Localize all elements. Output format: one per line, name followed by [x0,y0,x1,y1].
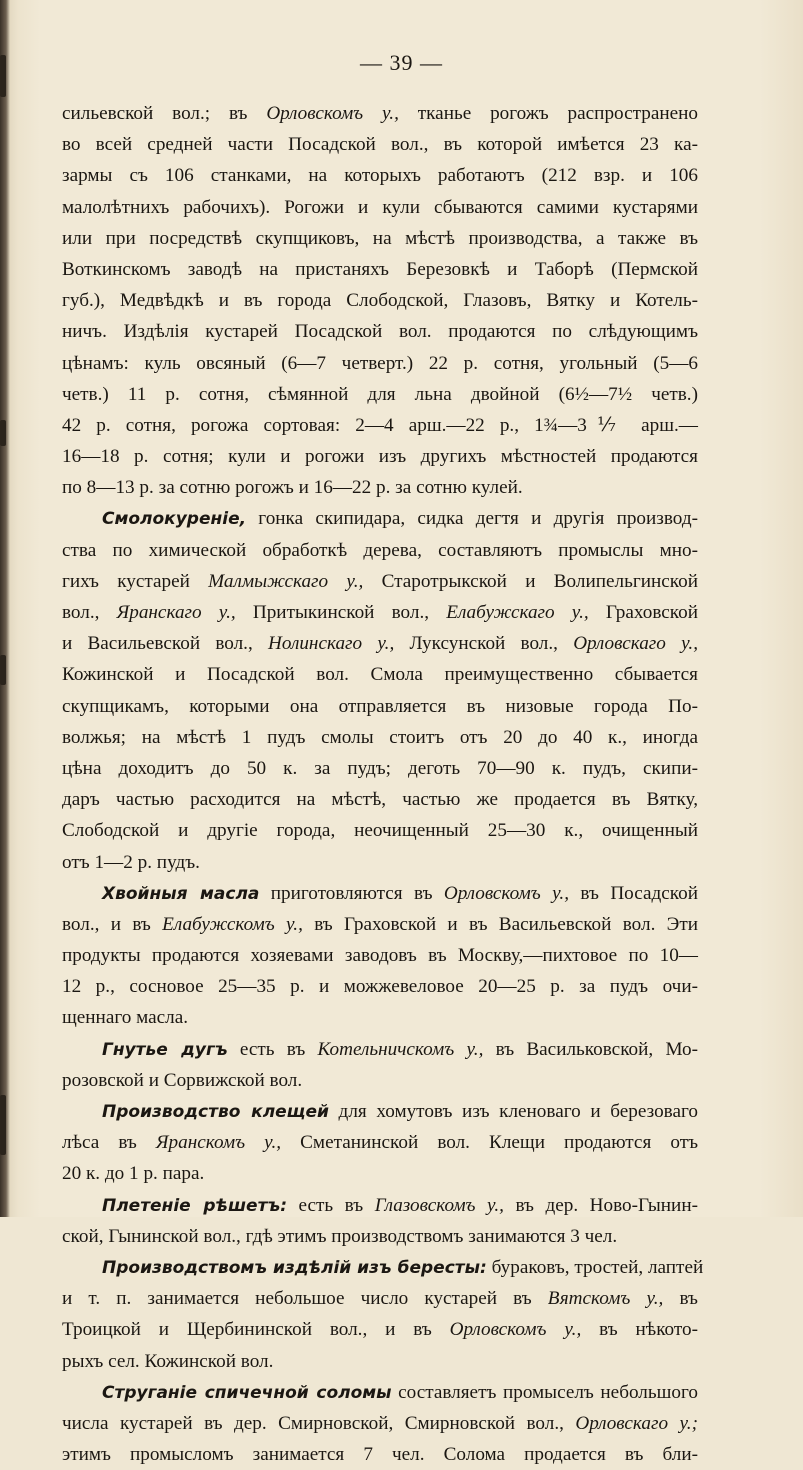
text-run: 42 р. сотня, рогожа сортовая: 2—4 арш.—22 р., 1¾—3⅐ арш.— [62,414,698,436]
text-run: по 8—13 р. за сотню рогожъ и 16—22 р. за сотню кулей. [62,477,523,499]
text-run: ской, Гынинской вол., гдѣ этимъ производствомъ занимаются 3 чел. [62,1225,618,1247]
text-run: четв.) 11 р. сотня, сѣмянной для льна двойной (6½—7½ четв.) [62,383,698,405]
text-run: щеннаго масла. [62,1007,189,1029]
text-run: приготовляются въ [259,882,444,904]
district-name: Орловскаго у.; [575,1412,698,1434]
text-run: скупщикамъ, которыми она отправляется въ низовые города По- [62,695,698,717]
section-heading: Плетеніе рѣшетъ: [102,1195,288,1216]
district-name: Елабужскаго у., [446,602,589,623]
text-run: или при посредствѣ скупщиковъ, на мѣстѣ производства, а также въ [62,227,698,249]
text-line [62,503,698,534]
text-run: въ дер. Ново-Гынин- [503,1194,698,1216]
district-name: Орловскомъ у., [266,103,399,124]
text-line [62,535,698,566]
district-name: Малмыжскаго у., [208,570,364,592]
text-run: ничъ. Издѣлія кустарей Посадской вол. продаются по слѣдующимъ [62,321,698,343]
text-line [62,1377,698,1408]
text-line [62,1190,698,1221]
text-line [62,753,698,784]
text-run: цѣнамъ: куль овсяный (6—7 четверт.) 22 р. сотня, угольный (5—6 [62,352,698,374]
text-line [62,784,698,815]
text-run: и Васильевской вол., [62,633,268,655]
text-line [62,1346,698,1377]
text-run: вол., [62,602,117,623]
text-run: губ.), Медвѣдкѣ и въ города Слободской, Глазовъ, Вятку и Котель- [62,290,698,312]
text-line [62,1127,698,1158]
text-run: этимъ промысломъ занимается 7 чел. Солома продается въ бли- [62,1444,698,1466]
text-line [62,909,698,940]
section-heading: Струганіе спичечной соломы [102,1382,392,1403]
text-run: 16—18 р. сотня; кули и рогожи изъ другихъ мѣстностей продаются [62,446,698,468]
text-line [62,659,698,690]
text-run: лѣса въ [62,1132,156,1154]
text-run: розовской и Сорвижской вол. [62,1069,303,1091]
text-run: и т. п. занимается небольшое число кустарей въ [62,1288,548,1310]
text-line [62,628,698,659]
text-run: даръ частью расходится на мѣстѣ, частью же продается въ Вятку, [62,789,698,811]
text-run: 12 р., сосновое 25—35 р. и можжевеловое 20—25 р. за пудъ очи- [62,976,698,998]
text-run: сильевской вол.; въ [62,103,267,124]
text-run: Слободской и другіе города, неочищенный 25—30 к., очищенный [62,820,698,842]
text-run: зармы съ 106 станками, на которыхъ работаютъ (212 взр. и 106 [62,165,698,187]
text-line [62,691,698,722]
district-name: Орловскомъ у., [443,882,570,904]
text-line [62,254,698,285]
text-run: Троицкой и Щербининской вол., и въ [62,1319,450,1341]
binding-mark [0,420,6,446]
text-run: въ нѣкото- [581,1319,699,1341]
section-heading: Гнутье дугъ [102,1039,228,1060]
section-heading: Смолокуреніе, [102,509,247,530]
text-line [62,441,698,472]
text-line [62,597,698,628]
district-name: Орловскомъ у., [449,1319,582,1341]
book-spine-shadow [0,0,10,1217]
district-name: Глазовскомъ у., [374,1194,504,1216]
text-run: гихъ кустарей [62,570,209,592]
text-line [62,566,698,597]
binding-mark [0,1095,6,1155]
district-name: Яранскаго у., [116,602,236,623]
text-run: составляетъ промыселъ небольшого [391,1381,698,1403]
text-run: 20 к. до 1 р. пара. [62,1163,205,1185]
text-run: гонка скипидара, сидка дегтя и другія производ- [246,508,698,530]
text-run: въ [663,1288,698,1310]
text-line [62,1221,698,1252]
text-run: Воткинскомъ заводѣ на пристаняхъ Березовкѣ и Таборѣ (Пермской [62,258,698,280]
text-line [62,971,698,1002]
text-line [62,1096,698,1127]
text-line [62,160,698,191]
text-run: бураковъ, тростей, лаптей [486,1256,704,1278]
text-run: есть въ [287,1194,375,1216]
district-name: Вятскомъ у., [547,1288,664,1310]
text-line [62,192,698,223]
text-line [62,1034,698,1065]
text-line [62,847,698,878]
text-line [62,1252,704,1283]
text-line [62,815,698,846]
text-run: рыхъ сел. Кожинской вол. [62,1350,274,1372]
text-line [62,940,698,971]
page-number: — 39 — [360,50,443,75]
text-line [62,223,698,254]
section-heading: Производство клещей [102,1102,329,1122]
text-line [62,285,698,316]
text-run: продукты продаются хозяевами заводовъ въ Москву,—пихтовое по 10— [62,945,698,967]
text-run: есть въ [227,1038,318,1060]
text-run: въ Граховской и въ Васильевской вол. Эти [302,913,698,935]
text-line [62,1314,698,1345]
text-run: числа кустарей въ дер. Смирновской, Смирновской вол., [62,1412,576,1434]
body-text [62,98,704,1470]
text-run: для хомутовъ изъ кленоваго и березоваго [328,1101,698,1122]
district-name: Яранскомъ у., [155,1132,282,1154]
text-run: Сметанинской вол. Клещи продаются отъ [281,1132,698,1154]
text-line [62,1408,698,1439]
text-run: Граховской [588,602,698,623]
text-run: малолѣтнихъ рабочихъ). Рогожи и кули сбываются самими кустарями [62,196,698,218]
text-run: ства по химической обработкѣ дерева, составляютъ промыслы мно- [62,539,698,561]
text-line [62,1283,698,1314]
text-run: въ Васильковской, Мо- [483,1038,699,1060]
text-line [62,472,698,503]
text-run: волжья; на мѣстѣ 1 пудъ смолы стоитъ отъ 20 до 40 к., иногда [62,726,698,748]
text-run: во всей средней части Посадской вол., въ которой имѣется 23 ка- [62,134,698,156]
district-name: Орловскаго у., [573,633,699,655]
text-line [62,1065,698,1096]
section-heading: Производствомъ издѣлій изъ бересты: [102,1257,487,1278]
text-line [62,379,698,410]
text-line [62,1439,698,1470]
section-heading: Хвойныя масла [102,883,260,904]
text-run: отъ 1—2 р. пудъ. [62,851,200,873]
text-run: въ Посадской [569,882,699,904]
text-run: тканье рогожъ распространено [398,103,698,124]
text-line [62,98,698,129]
text-line [62,878,698,909]
district-name: Елабужскомъ у., [162,913,303,935]
text-line [62,348,698,379]
text-line [62,129,698,160]
text-line [62,1158,698,1189]
text-run: Кожинской и Посадской вол. Смола преимущественно сбывается [62,664,698,686]
text-line [62,410,698,441]
text-run: Луксунской вол., [394,633,574,655]
text-run: Старотрыкской и Волипельгинской [363,570,698,592]
text-line [62,722,698,753]
district-name: Котельничскомъ у., [317,1038,484,1060]
binding-mark [0,655,6,685]
district-name: Нолинскаго у., [268,633,395,655]
text-line [62,316,698,347]
text-run: вол., и въ [62,913,163,935]
text-run: Притыкинской вол., [235,602,447,623]
text-line [62,1002,698,1033]
text-run: цѣна доходитъ до 50 к. за пудъ; деготь 70—90 к. пудъ, скипи- [62,757,698,779]
